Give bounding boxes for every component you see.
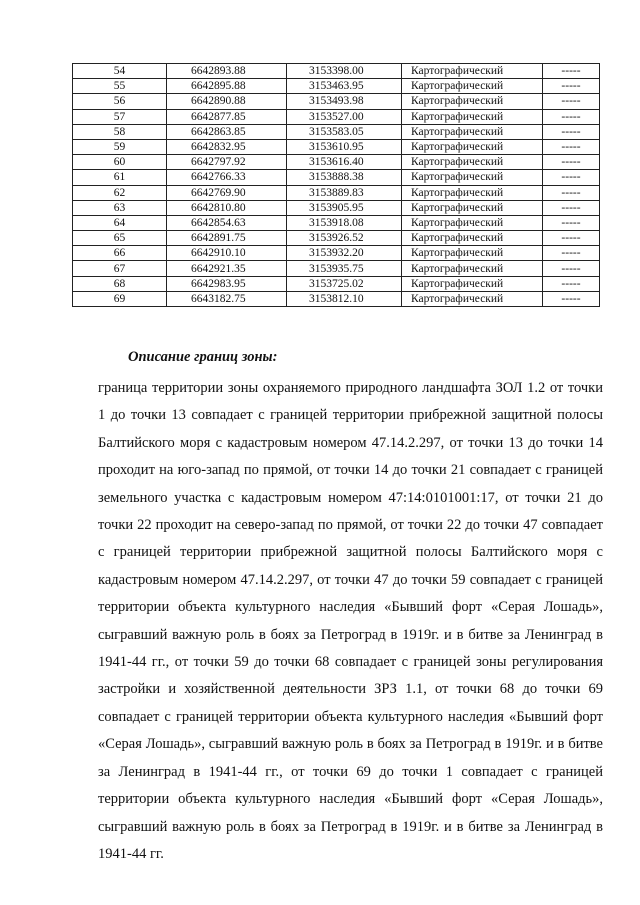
accuracy-cell: ----- <box>543 200 600 215</box>
x-coordinate-cell: 6642797.92 <box>167 155 287 170</box>
point-number-cell: 65 <box>73 231 167 246</box>
table-row <box>73 109 600 124</box>
x-coordinate-cell: 6643182.75 <box>167 291 287 306</box>
accuracy-cell: ----- <box>543 246 600 261</box>
point-number-cell: 68 <box>73 276 167 291</box>
y-coordinate-cell: 3153889.83 <box>287 185 402 200</box>
y-coordinate-cell: 3153905.95 <box>287 200 402 215</box>
method-cell: Картографический <box>402 246 543 261</box>
method-cell: Картографический <box>402 185 543 200</box>
y-coordinate-cell: 3153888.38 <box>287 170 402 185</box>
y-coordinate-cell: 3153725.02 <box>287 276 402 291</box>
x-coordinate-cell: 6642983.95 <box>167 276 287 291</box>
table-row <box>73 185 600 200</box>
accuracy-cell: ----- <box>543 215 600 230</box>
point-number-cell: 55 <box>73 79 167 94</box>
y-coordinate-cell: 3153935.75 <box>287 261 402 276</box>
section-heading: Описание границ зоны: <box>128 349 278 365</box>
x-coordinate-cell: 6642769.90 <box>167 185 287 200</box>
x-coordinate-cell: 6642854.63 <box>167 215 287 230</box>
x-coordinate-cell: 6642910.10 <box>167 246 287 261</box>
table-row <box>73 64 600 79</box>
y-coordinate-cell: 3153812.10 <box>287 291 402 306</box>
coordinates-table-body <box>73 64 600 307</box>
y-coordinate-cell: 3153493.98 <box>287 94 402 109</box>
y-coordinate-cell: 3153926.52 <box>287 231 402 246</box>
accuracy-cell: ----- <box>543 139 600 154</box>
y-coordinate-cell: 3153527.00 <box>287 109 402 124</box>
method-cell: Картографический <box>402 200 543 215</box>
x-coordinate-cell: 6642877.85 <box>167 109 287 124</box>
table-row <box>73 246 600 261</box>
method-cell: Картографический <box>402 139 543 154</box>
x-coordinate-cell: 6642810.80 <box>167 200 287 215</box>
table-row <box>73 124 600 139</box>
x-coordinate-cell: 6642893.88 <box>167 64 287 79</box>
point-number-cell: 67 <box>73 261 167 276</box>
point-number-cell: 69 <box>73 291 167 306</box>
point-number-cell: 59 <box>73 139 167 154</box>
x-coordinate-cell: 6642766.33 <box>167 170 287 185</box>
table-row <box>73 155 600 170</box>
y-coordinate-cell: 3153463.95 <box>287 79 402 94</box>
table-row <box>73 215 600 230</box>
table-row <box>73 200 600 215</box>
y-coordinate-cell: 3153616.40 <box>287 155 402 170</box>
accuracy-cell: ----- <box>543 109 600 124</box>
x-coordinate-cell: 6642832.95 <box>167 139 287 154</box>
x-coordinate-cell: 6642921.35 <box>167 261 287 276</box>
point-number-cell: 58 <box>73 124 167 139</box>
accuracy-cell: ----- <box>543 155 600 170</box>
accuracy-cell: ----- <box>543 291 600 306</box>
y-coordinate-cell: 3153918.08 <box>287 215 402 230</box>
accuracy-cell: ----- <box>543 64 600 79</box>
x-coordinate-cell: 6642890.88 <box>167 94 287 109</box>
method-cell: Картографический <box>402 79 543 94</box>
point-number-cell: 60 <box>73 155 167 170</box>
method-cell: Картографический <box>402 124 543 139</box>
point-number-cell: 57 <box>73 109 167 124</box>
point-number-cell: 64 <box>73 215 167 230</box>
accuracy-cell: ----- <box>543 124 600 139</box>
table-row <box>73 170 600 185</box>
point-number-cell: 62 <box>73 185 167 200</box>
accuracy-cell: ----- <box>543 185 600 200</box>
table-row <box>73 139 600 154</box>
method-cell: Картографический <box>402 155 543 170</box>
point-number-cell: 63 <box>73 200 167 215</box>
table-row <box>73 261 600 276</box>
method-cell: Картографический <box>402 291 543 306</box>
accuracy-cell: ----- <box>543 231 600 246</box>
method-cell: Картографический <box>402 261 543 276</box>
point-number-cell: 54 <box>73 64 167 79</box>
y-coordinate-cell: 3153583.05 <box>287 124 402 139</box>
table-row <box>73 276 600 291</box>
accuracy-cell: ----- <box>543 94 600 109</box>
method-cell: Картографический <box>402 276 543 291</box>
accuracy-cell: ----- <box>543 170 600 185</box>
method-cell: Картографический <box>402 231 543 246</box>
method-cell: Картографический <box>402 64 543 79</box>
method-cell: Картографический <box>402 170 543 185</box>
y-coordinate-cell: 3153610.95 <box>287 139 402 154</box>
coordinates-table <box>72 63 600 307</box>
table-row <box>73 79 600 94</box>
accuracy-cell: ----- <box>543 276 600 291</box>
point-number-cell: 56 <box>73 94 167 109</box>
boundary-description: граница территории зоны охраняемого природного ландшафта ЗОЛ 1.2 от точки 1 до точки 13 совпадает с границей территории прибрежной защитной полосы Балтийского моря с кадастровым номером 47.14.2.297, от точки 13 до точки 14 проходит на юго-запад по прямой, от точки 14 до точки 21 совпадает с границей земельного участка с кадастровым номером 47:14:0101001:17, от точки 21 до точки 22 проходит на северо-запад по прямой, от точки 22 до точки 47 совпадает с границей территории прибрежной защитной полосы Балтийского моря с кадастровым номером 47.14.2.297, от точки 47 до точки 59 совпадает с границей территории объекта культурного наследия «Бывший форт «Серая Лошадь», сыгравший важную роль в боях за Петроград в 1919г. и в битве за Ленинград в 1941-44 гг., от точки 59 до точки 68 совпадает с границей зоны регулирования застройки и хозяйственной деятельности ЗРЗ 1.1, от точки 68 до точки 69 совпадает с границей территории объекта культурного наследия «Бывший форт «Серая Лошадь», сыгравший важную роль в боях за Петроград в 1919г. и в битве за Ленинград в 1941-44 гг., от точки 69 до точки 1 совпадает с границей территории объекта культурного наследия «Бывший форт «Серая Лошадь», сыгравший важную роль в боях за Петроград в 1919г. и в битве за Ленинград в 1941-44 гг. <box>98 380 603 862</box>
table-row <box>73 231 600 246</box>
method-cell: Картографический <box>402 109 543 124</box>
accuracy-cell: ----- <box>543 79 600 94</box>
table-row <box>73 291 600 306</box>
method-cell: Картографический <box>402 215 543 230</box>
x-coordinate-cell: 6642891.75 <box>167 231 287 246</box>
y-coordinate-cell: 3153398.00 <box>287 64 402 79</box>
point-number-cell: 61 <box>73 170 167 185</box>
x-coordinate-cell: 6642895.88 <box>167 79 287 94</box>
y-coordinate-cell: 3153932.20 <box>287 246 402 261</box>
accuracy-cell: ----- <box>543 261 600 276</box>
point-number-cell: 66 <box>73 246 167 261</box>
method-cell: Картографический <box>402 94 543 109</box>
x-coordinate-cell: 6642863.85 <box>167 124 287 139</box>
table-row <box>73 94 600 109</box>
